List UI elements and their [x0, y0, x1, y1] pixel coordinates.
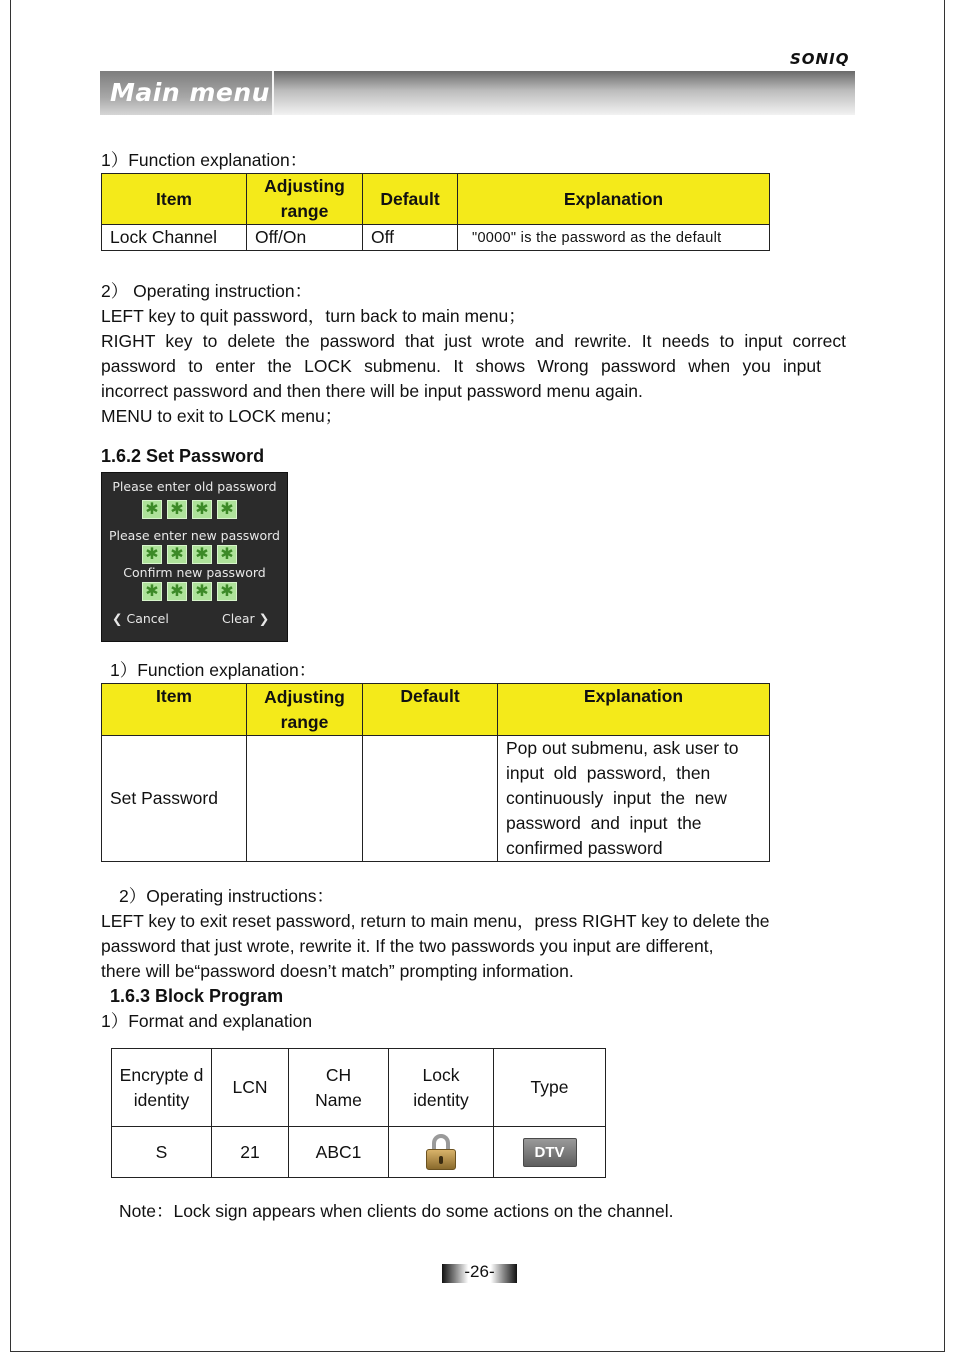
cell-default [363, 736, 498, 862]
chevron-left-icon: ❮ [112, 611, 123, 626]
cell-explanation: "0000" is the password as the default [458, 225, 770, 251]
password-digit-box: ✱ [167, 582, 187, 601]
cell-lock-identity [389, 1127, 494, 1178]
header-type: Type [494, 1049, 606, 1127]
clear-label: Clear [222, 611, 255, 626]
password-digit-box: ✱ [217, 545, 237, 564]
section-heading-set-password: 1.6.2 Set Password [101, 446, 265, 466]
confirm-password-boxes [142, 582, 237, 601]
operating-instruction-label: 2） Operating instruction： [101, 281, 313, 301]
password-digit-box: ✱ [167, 545, 187, 564]
operating-instruction-text [101, 304, 851, 429]
header-lcn: LCN [212, 1049, 289, 1127]
explanation-line: continuously input the new [506, 788, 727, 808]
chevron-right-icon: ❯ [258, 611, 270, 626]
header-adjusting-range: Adjusting range [247, 684, 363, 736]
cell-item: Set Password [102, 736, 247, 862]
clear-button[interactable] [222, 611, 269, 626]
password-digit-box: ✱ [167, 500, 187, 519]
cell-range: Off/On [247, 225, 363, 251]
password-digit-box: ✱ [217, 500, 237, 519]
new-password-label: Please enter new password [108, 528, 280, 543]
password-digit-box: ✱ [192, 582, 212, 601]
header-lock-identity: Lock identity [389, 1049, 494, 1127]
password-digit-box: ✱ [217, 582, 237, 601]
password-digit-box: ✱ [142, 582, 162, 601]
instruction-line: password to enter the LOCK submenu. It shows Wrong password when you input [101, 356, 821, 376]
instruction-line: LEFT key to quit password，turn back to main menu； [101, 306, 526, 326]
new-password-boxes [142, 545, 237, 564]
cancel-button[interactable] [112, 611, 169, 626]
old-password-boxes [142, 500, 237, 519]
operating-instructions-text [101, 909, 851, 984]
cell-explanation [498, 736, 770, 862]
section-heading-block-program: 1.6.3 Block Program [110, 986, 284, 1006]
cell-ch-name: ABC1 [289, 1127, 389, 1178]
cell-lcn: 21 [212, 1127, 289, 1178]
header-explanation: Explanation [498, 684, 770, 736]
header-default: Default [363, 684, 498, 736]
brand-logo: SONIQ [790, 50, 850, 68]
function-explanation-label-2: 1）Function explanation： [110, 660, 317, 680]
header-encrypted-identity: Encrypte d identity [112, 1049, 212, 1127]
header-item: Item [102, 684, 247, 736]
explanation-line: password and input the [506, 813, 702, 833]
instruction-line: password that just wrote, rewrite it. If the two passwords you input are different, [101, 936, 714, 956]
padlock-icon [426, 1134, 456, 1170]
instruction-line: there will be“password doesn’t match” prompting information. [101, 961, 574, 981]
page-number [442, 1264, 517, 1283]
header-ch-name: CH Name [289, 1049, 389, 1127]
header-item: Item [102, 174, 247, 225]
confirm-password-label: Confirm new password [123, 565, 266, 580]
password-digit-box: ✱ [142, 545, 162, 564]
cell-encrypted: S [112, 1127, 212, 1178]
lock-channel-table [101, 173, 770, 251]
header-adjusting-range: Adjusting range [247, 174, 363, 225]
instruction-line: incorrect password and then there will be input password menu again. [101, 381, 643, 401]
header-default: Default [363, 174, 458, 225]
page-title: Main menu [110, 78, 270, 107]
cell-type [494, 1127, 606, 1178]
password-digit-box: ✱ [142, 500, 162, 519]
instruction-line: MENU to exit to LOCK menu； [101, 406, 343, 426]
explanation-line: input old password, then [506, 763, 711, 783]
set-password-dialog [101, 472, 288, 642]
lock-sign-note: Note：Lock sign appears when clients do some actions on the channel. [119, 1201, 674, 1221]
cell-item: Lock Channel [102, 225, 247, 251]
header-explanation: Explanation [458, 174, 770, 225]
instruction-line: RIGHT key to delete the password that just wrote and rewrite. It needs to input correct [101, 331, 846, 351]
function-explanation-label: 1）Function explanation： [101, 150, 308, 170]
operating-instructions-label: 2）Operating instructions： [119, 886, 334, 906]
cell-default: Off [363, 225, 458, 251]
dtv-badge: DTV [523, 1138, 577, 1167]
cell-range [247, 736, 363, 862]
instruction-line: LEFT key to exit reset password, return to main menu，press RIGHT key to delete the [101, 911, 770, 931]
page-number-text: -26- [464, 1262, 495, 1281]
set-password-table [101, 683, 770, 862]
password-digit-box: ✱ [192, 545, 212, 564]
cancel-label: Cancel [126, 611, 169, 626]
password-digit-box: ✱ [192, 500, 212, 519]
format-explanation-label: 1）Format and explanation [101, 1011, 313, 1031]
explanation-line: confirmed password [506, 838, 663, 858]
explanation-line: Pop out submenu, ask user to [506, 738, 739, 758]
old-password-label: Please enter old password [112, 479, 277, 494]
block-program-table [111, 1048, 606, 1178]
